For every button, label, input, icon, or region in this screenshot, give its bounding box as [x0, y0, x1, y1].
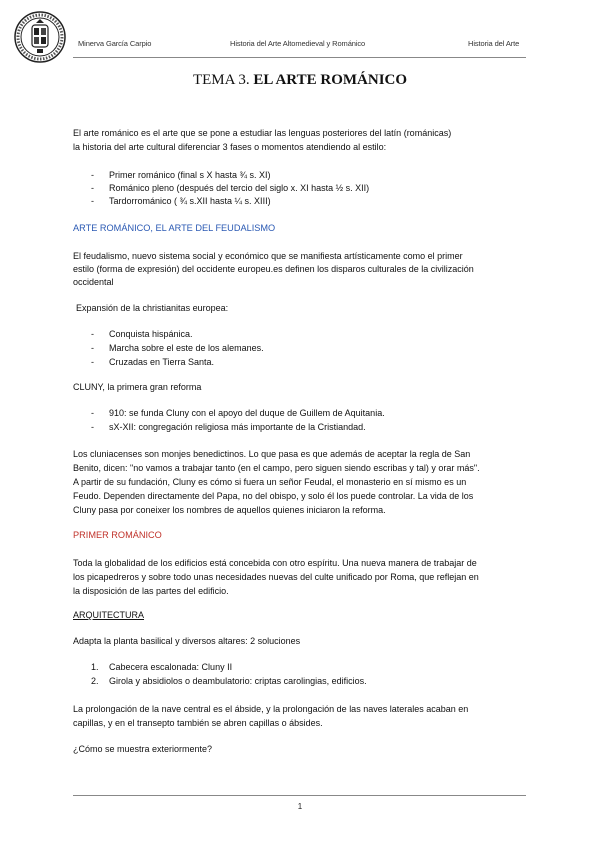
primer-para-line-2: los picapedreros y sobre todo unas necesidades nuevas del culte unificado por Roma, que reflejan en: [73, 572, 479, 582]
list-item: - sX-XII: congregación religiosa más importante de la Cristiandad.: [91, 422, 366, 432]
cluny-para-line-4: Feudo. Dependen directamente del Papa, no del obispo, y solo él los puede controlar. La vida de los: [73, 491, 474, 501]
header-subject: Historia del Arte Altomedieval y Románico: [230, 39, 366, 48]
arch-heading: ARQUITECTURA: [73, 610, 145, 620]
list-item: - Primer románico (final s X hasta ¾ s. XI): [91, 170, 271, 180]
header-rule: [73, 57, 526, 58]
list-item: - Marcha sobre el este de los alemanes.: [91, 343, 264, 353]
nave-para-line-2: capillas, y en el transepto también se abren capillas o ábsides.: [73, 718, 323, 728]
cluny-label: CLUNY, la primera gran reforma: [73, 382, 202, 392]
list-item: 2. Girola y absidiolos o deambulatorio: criptas carolingias, edificios.: [91, 676, 367, 686]
intro-line-2: la historia del arte cultural diferenciar 3 fases o momentos atendiendo al estilo:: [73, 142, 387, 152]
title-main: EL ARTE ROMÁNICO: [253, 72, 408, 88]
arch-intro: Adapta la planta basilical y diversos altares: 2 soluciones: [73, 636, 301, 646]
section-heading-primer-romanico: PRIMER ROMÁNICO: [73, 530, 162, 540]
feudal-para-line-3: occidental: [73, 277, 114, 287]
footer-rule: [73, 795, 526, 796]
list-item: - Conquista hispánica.: [91, 329, 193, 339]
list-item: - Cruzadas en Tierra Santa.: [91, 357, 215, 367]
section-heading-feudalism: ARTE ROMÁNICO, EL ARTE DEL FEUDALISMO: [73, 223, 276, 233]
intro-line-1: El arte románico es el arte que se pone a estudiar las lenguas posteriores del latín (románicas): [73, 128, 452, 138]
list-item: - 910: se funda Cluny con el apoyo del duque de Guillem de Aquitania.: [91, 408, 385, 418]
list-item: - Románico pleno (después del tercio del siglo x. XI hasta ½ s. XII): [91, 183, 370, 193]
header-author: Minerva García Carpio: [78, 39, 152, 48]
cluny-para-line-3: A partir de su fundación, Cluny es cómo si fuera un señor Feudal, el monasterio en sí mismo es un: [73, 477, 467, 487]
page-number: 1: [297, 802, 303, 811]
list-item: 1. Cabecera escalonada: Cluny II: [91, 662, 233, 672]
feudal-para-line-2: estilo (forma de expresión) del occidente europeu.es definen los disparos culturales de la civilización: [73, 264, 474, 274]
page-title: [0, 72, 600, 89]
title-prefix: TEMA 3.: [192, 72, 250, 88]
nave-para-line-1: La prolongación de la nave central es el ábside, y la prolongación de las naves laterales acaban en: [73, 704, 469, 714]
cluny-para-line-5: Cluny pasa por coneixer los nombres de aquellos quienes iniciaron la reforma.: [73, 505, 386, 515]
expansion-label: Expansión de la christianitas europea:: [76, 303, 229, 313]
header-course: Historia del Arte: [468, 39, 520, 48]
feudal-para-line-1: El feudalismo, nuevo sistema social y económico que se manifiesta artísticamente como el primer: [73, 251, 463, 261]
list-item: - Tardorrománico ( ¾ s.XII hasta ¼ s. XIII): [91, 196, 271, 206]
cluny-para-line-2: Benito, dicen: "no vamos a trabajar tanto (en el campo, pero siguen siendo escribas y tal) y orar más".: [73, 463, 480, 473]
cluny-para-line-1: Los cluniacenses son monjes benedictinos. Lo que pasa es que además de aceptar la regla de San: [73, 449, 471, 459]
primer-para-line-3: la disposición de las partes del edificio.: [73, 586, 229, 596]
university-seal-icon: [14, 11, 66, 68]
closing-question: ¿Cómo se muestra exteriormente?: [73, 744, 213, 754]
primer-para-line-1: Toda la globalidad de los edificios está concebida con otro espíritu. Una nueva manera de trabajar de: [73, 558, 477, 568]
